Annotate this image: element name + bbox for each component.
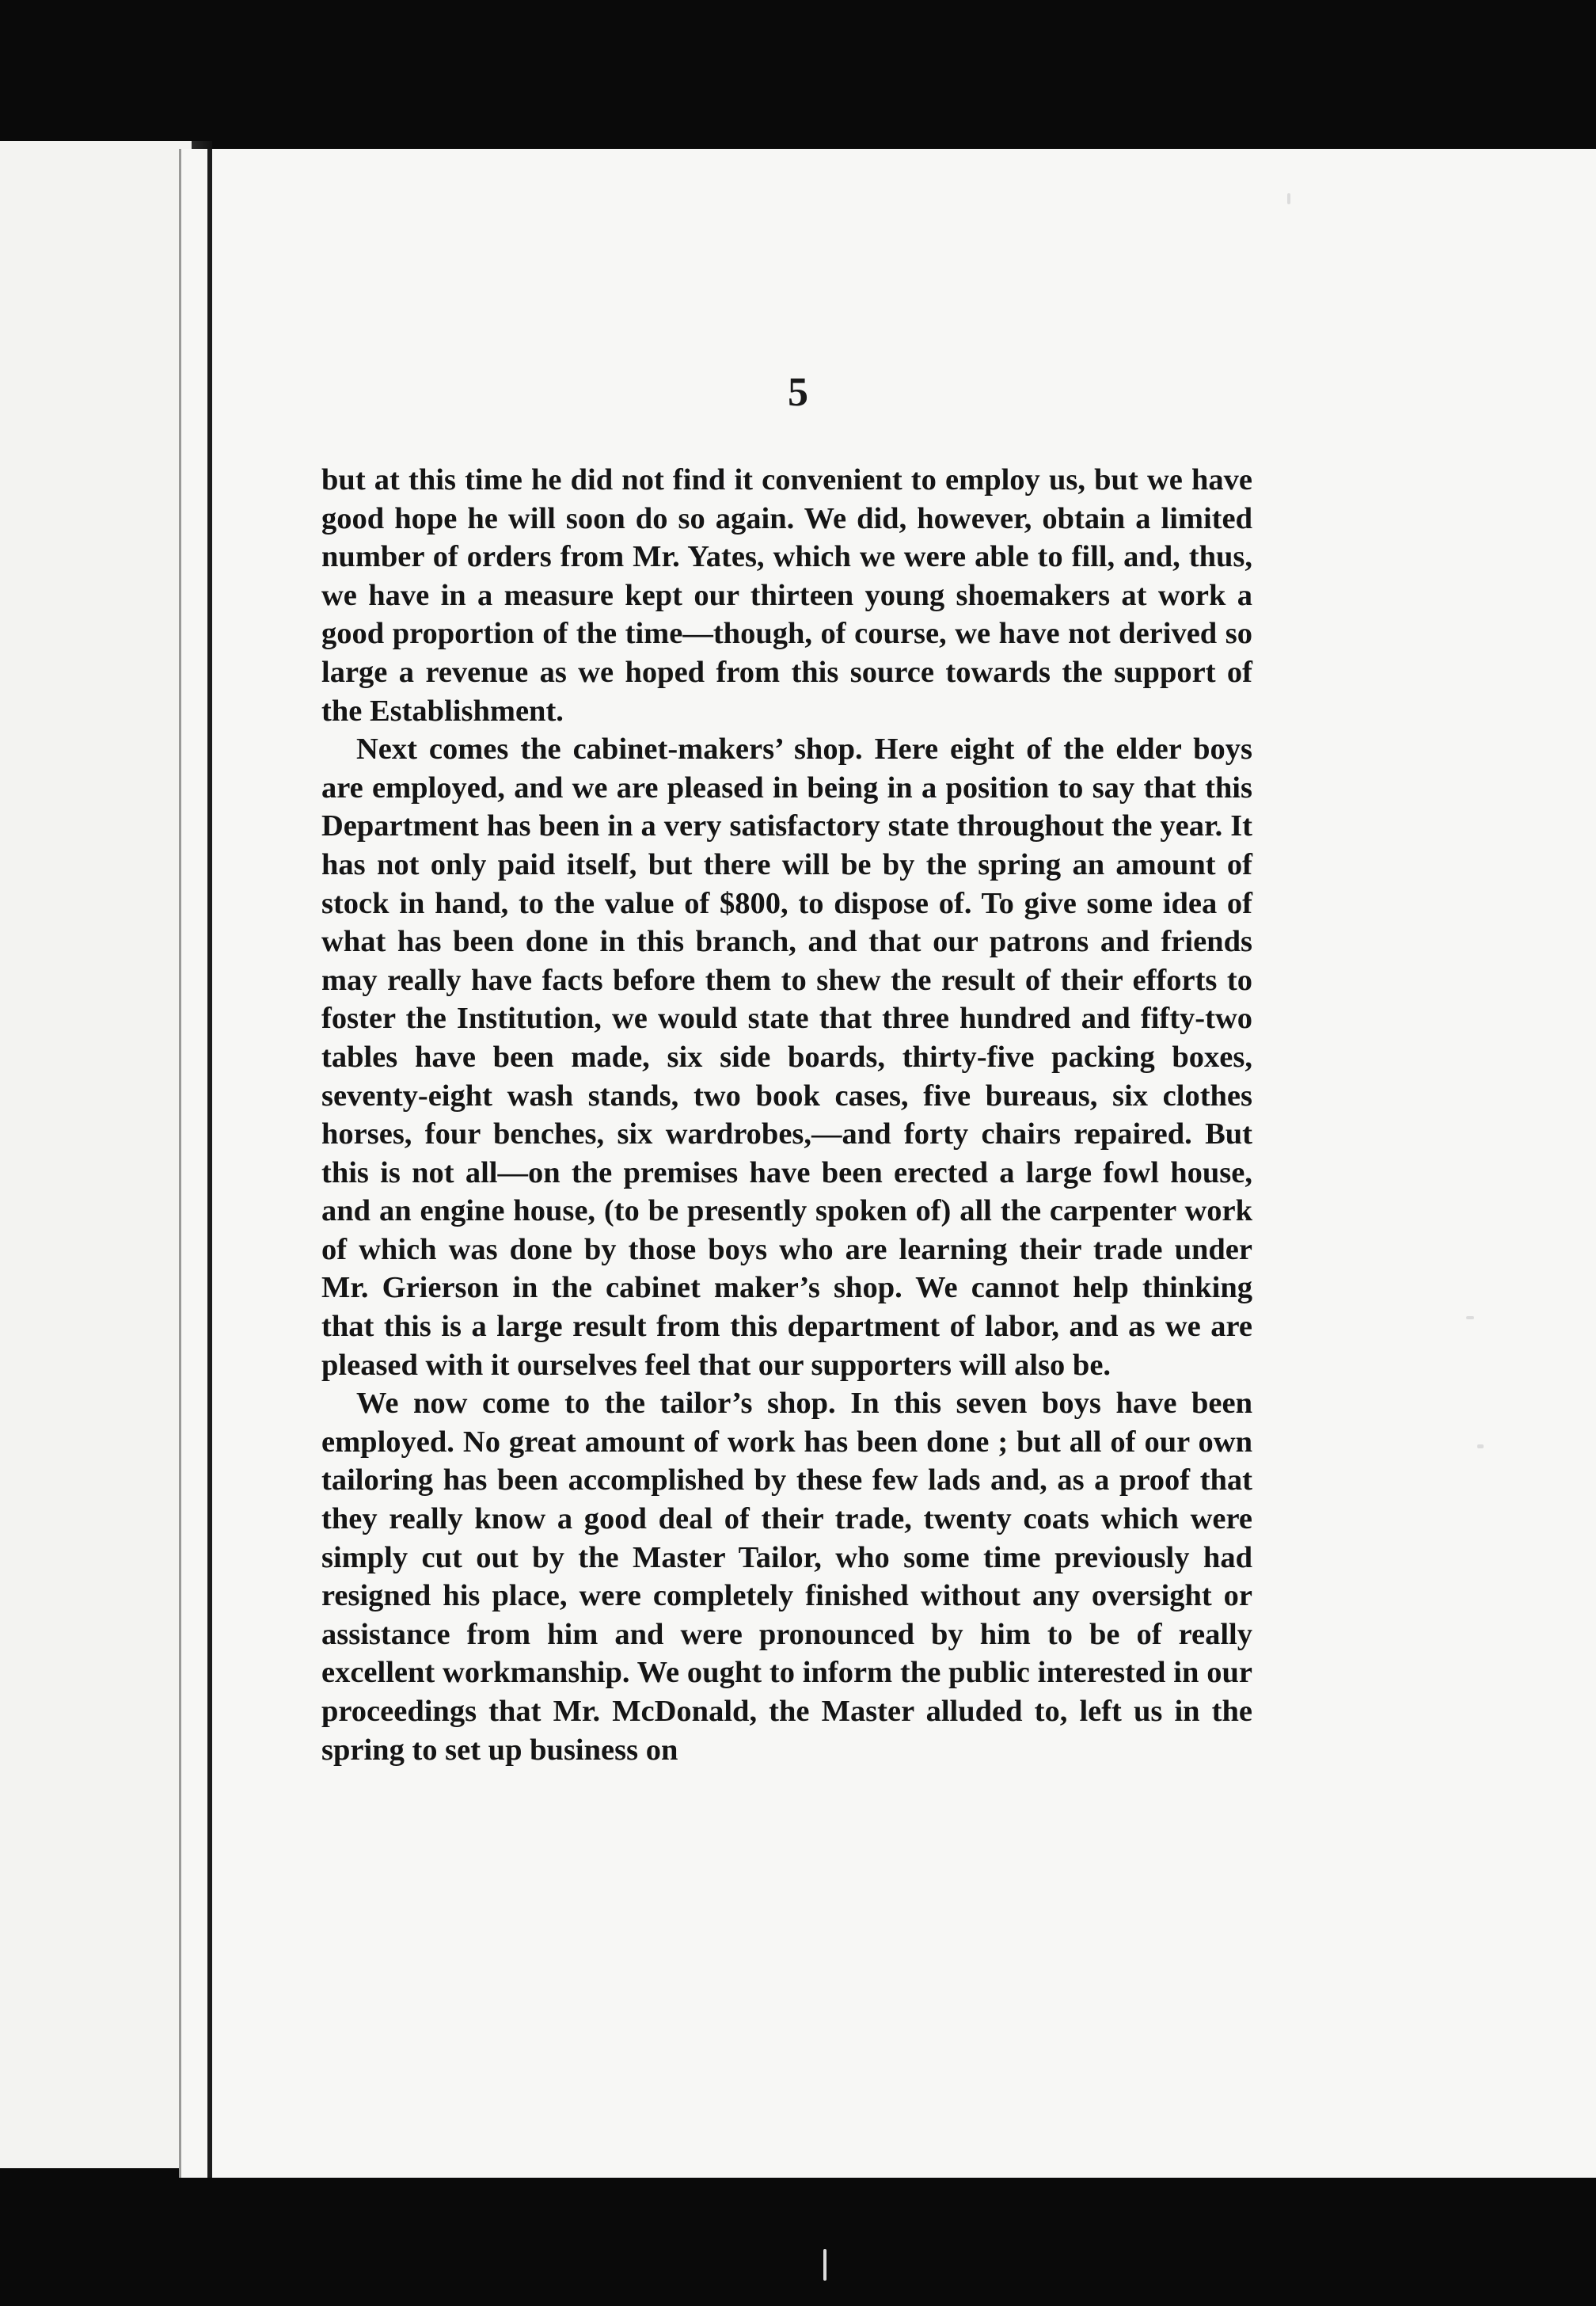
paragraph-3: We now come to the tailor’s shop. In this seven boys have been employed. No great amount of work has been done ; but all of our own tailoring has been accomplished by these few lads and, as a proof that they really know a good deal of their trade, twenty coats which were simply cut out by the Master Tailor, who some time previously had resigned his place, were completely finished without any oversight or assistance from him and were pronounced by him to be of really excellent workmanship. We ought to inform the public interested in our proceedings that Mr. McDonald, the Master alluded to, left us in the spring to set up business on <box>321 1387 1252 1767</box>
scan-speck <box>1466 1316 1474 1319</box>
page-spine-edge <box>207 149 212 2178</box>
paragraph-2: Next comes the cabinet-makers’ shop. Here eight of the elder boys are employed, and we are pleased in being in a position to say that this Department has been in a very satisfactory state throughout the year. It has not only paid itself, but there will be by the spring an amount of stock in hand, to the value of $800, to dispose of. To give some idea of what has been done in this branch, and that our patrons and friends may really have facts before them to shew the result of their efforts to foster the Institution, we would state that three hundred and fifty-two tables have been made, six side boards, thirty-five packing boxes, seventy-eight wash stands, two book cases, five bureaus, six clothes horses, four benches, six wardrobes,—and forty chairs repaired. But this is not all—on the premises have been erected a large fowl house, and an engine house, (to be presently spoken of) all the carpenter work of which was done by those boys who are learning their trade under Mr. Grierson in the cabinet maker’s shop. We cannot help thinking that this is a large result from this department of labor, and as we are pleased with it ourselves feel that our supporters will also be. <box>321 733 1252 1382</box>
scan-speck <box>1287 193 1290 204</box>
scan-speck <box>1477 1444 1484 1448</box>
page-number: 5 <box>788 370 808 415</box>
body-text <box>321 461 1252 1769</box>
scan-speck <box>823 2249 826 2281</box>
facing-page-edge <box>0 141 195 2168</box>
paragraph-1: but at this time he did not find it convenient to employ us, but we have good hope he will soon do so again. We did, however, obtain a limited number of orders from Mr. Yates, which we were able to fill, and, thus, we have in a measure kept our thirteen young shoemakers at work a good proportion of the time—though, of course, we have not derived so large a revenue as we hoped from this source towards the support of the Establishment. <box>321 463 1252 728</box>
